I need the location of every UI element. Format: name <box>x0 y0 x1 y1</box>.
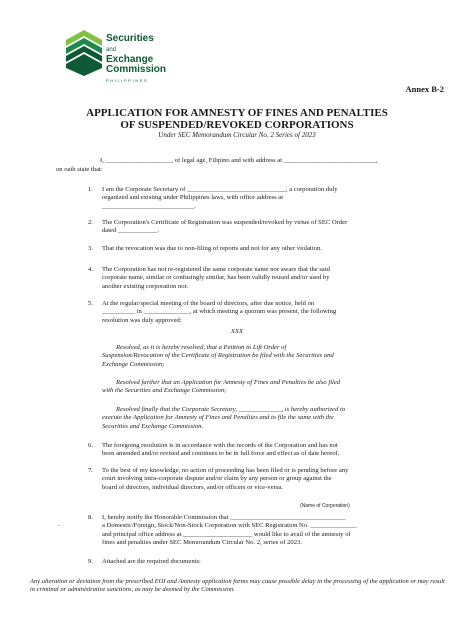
item-line: organized and existing under Philippines laws, with office address at <box>102 194 284 202</box>
item-line: To the best of my knowledge, no action of proceeding has been filed or is pending before any <box>102 467 349 474</box>
resolution-1 <box>102 344 420 369</box>
item-1-text <box>102 186 420 211</box>
item-5-text <box>102 300 420 325</box>
item-line: ____________________________. <box>102 202 196 210</box>
item-9-text <box>102 558 420 566</box>
item-number: 9. <box>88 558 93 565</box>
intro-line-1: I, ____________________, of legal age, Filipino and with address at ____________________________, <box>100 157 378 164</box>
logo-line-exchange: Exchange <box>106 54 154 65</box>
item-number: 1. <box>88 186 93 193</box>
item-7-text <box>102 467 420 492</box>
item-line: court involving intra-corporate dispute and/or claim by any person or group against the <box>102 475 332 483</box>
annex-label: Annex B-2 <box>405 84 444 94</box>
logo-line-and: and <box>106 47 117 53</box>
resolution-line: Resolved further that an Application for Amnesty of Fines and Penalties be also filed <box>116 379 341 386</box>
item-line: resolution was duly approved: <box>102 316 182 324</box>
item-line: dated ____________. <box>102 227 160 235</box>
item-line: The Corporation's Certificate of Registration was suspended/revoked by virtue of SEC Order <box>102 219 348 226</box>
item-number: 4. <box>88 266 93 273</box>
logo-line-philippines: PHILIPPINES <box>106 78 149 83</box>
item-line: Attached are the required documents: <box>102 558 201 565</box>
item-line: That the revocation was due to non-filing of reports and not for any other violation. <box>102 245 322 252</box>
item-line: been amended and/or revised and continues to be in full force and effect as of date hereof. <box>102 450 340 458</box>
resolution-line: Exchange Commission; <box>102 360 165 368</box>
item-number: 8. <box>88 514 93 521</box>
item-line: a Domestic/Foreign, Stock/Non-Stock Corporation with SEC Registration No. ______________ <box>102 522 357 530</box>
logo-line-commission: Commission <box>106 64 167 75</box>
item-line: The foregoing resolution is in accordance with the records of the Corporation and has not <box>102 442 338 449</box>
title-line-2: OF SUSPENDED/REVOKED CORPORATIONS <box>120 119 354 131</box>
resolution-line: with the Securities and Exchange Commission; <box>102 387 227 395</box>
item-line: I, hereby notify the Honorable Commission that ___________________________________ <box>102 514 346 521</box>
resolution-3 <box>102 406 420 431</box>
resolution-line: Resolved, as it is hereby resolved, that a Petition to Lift Order of <box>116 344 287 351</box>
item-2-text <box>102 219 420 236</box>
item-line: and principal office address at _____________________ would like to avail of the amnesty of <box>102 530 351 538</box>
resolution-line: execute the Application for Amnesty of Fines and Penalties and to file the same with the <box>102 414 334 422</box>
footer-note: Any alteration or deviation from the prescribed EOI and Amnesty application forms may cause possible delay in the processing of the application or may result in criminal or administrative sanctions, as may be deemed by the Commission. <box>30 578 445 594</box>
xxx-marker: XXX <box>230 328 244 335</box>
resolution-line: Resolved finally that the Corporate Secretary, _____________, is hereby authorized to <box>116 406 346 413</box>
item-line: board of directors, individual directors, and/or officers or vice-versa. <box>102 483 283 491</box>
item-line: The Corporation has not re-registered the same corporate name nor aware that the said <box>102 266 330 273</box>
item-line: I am the Corporate Secretary of ______________________________, a corporation duly <box>102 186 338 193</box>
name-of-corporation-caption: (Name of Corporation) <box>300 503 350 509</box>
item-number: 3. <box>88 245 93 252</box>
item-number: 5. <box>88 300 93 307</box>
resolution-line: Securities and Exchange Commission. <box>102 422 204 430</box>
sec-emblem-icon <box>62 28 106 78</box>
item-3-text <box>102 245 420 253</box>
sec-logo-text <box>106 34 166 86</box>
item-line: corporate name, similar or confusingly similar, has been validly reused and/or used by <box>102 274 330 282</box>
item-line: At the regular/special meeting of the board of directors, after due notice, held on <box>102 300 315 307</box>
intro-line-2: on oath state that: <box>56 166 103 173</box>
stray-dot: . <box>58 520 60 528</box>
item-line: fines and penalties under SEC Memorandum Circular No. 2, series of 2023. <box>102 538 302 546</box>
item-line: __________ in ______________, at which meeting a quorum was present, the following <box>102 308 337 316</box>
item-number: 7. <box>88 467 93 474</box>
item-6-text <box>102 442 420 459</box>
logo-line-securities: Securities <box>106 33 154 44</box>
item-line: another existing corporation nor. <box>102 282 189 290</box>
item-4-text <box>102 266 420 291</box>
resolution-line: Suspension/Revocation of the Certificate of Registration be filed with the Securities and <box>102 352 334 360</box>
item-number: 6. <box>88 442 93 449</box>
subtitle: Under SEC Memorandum Circular No. 2 Series of 2023 <box>158 131 316 139</box>
item-number: 2. <box>88 219 93 226</box>
sec-logo <box>62 28 182 83</box>
resolution-2 <box>102 379 420 396</box>
title-line-1: APPLICATION FOR AMNESTY OF FINES AND PENALTIES <box>86 107 388 119</box>
item-8-text <box>102 514 420 547</box>
